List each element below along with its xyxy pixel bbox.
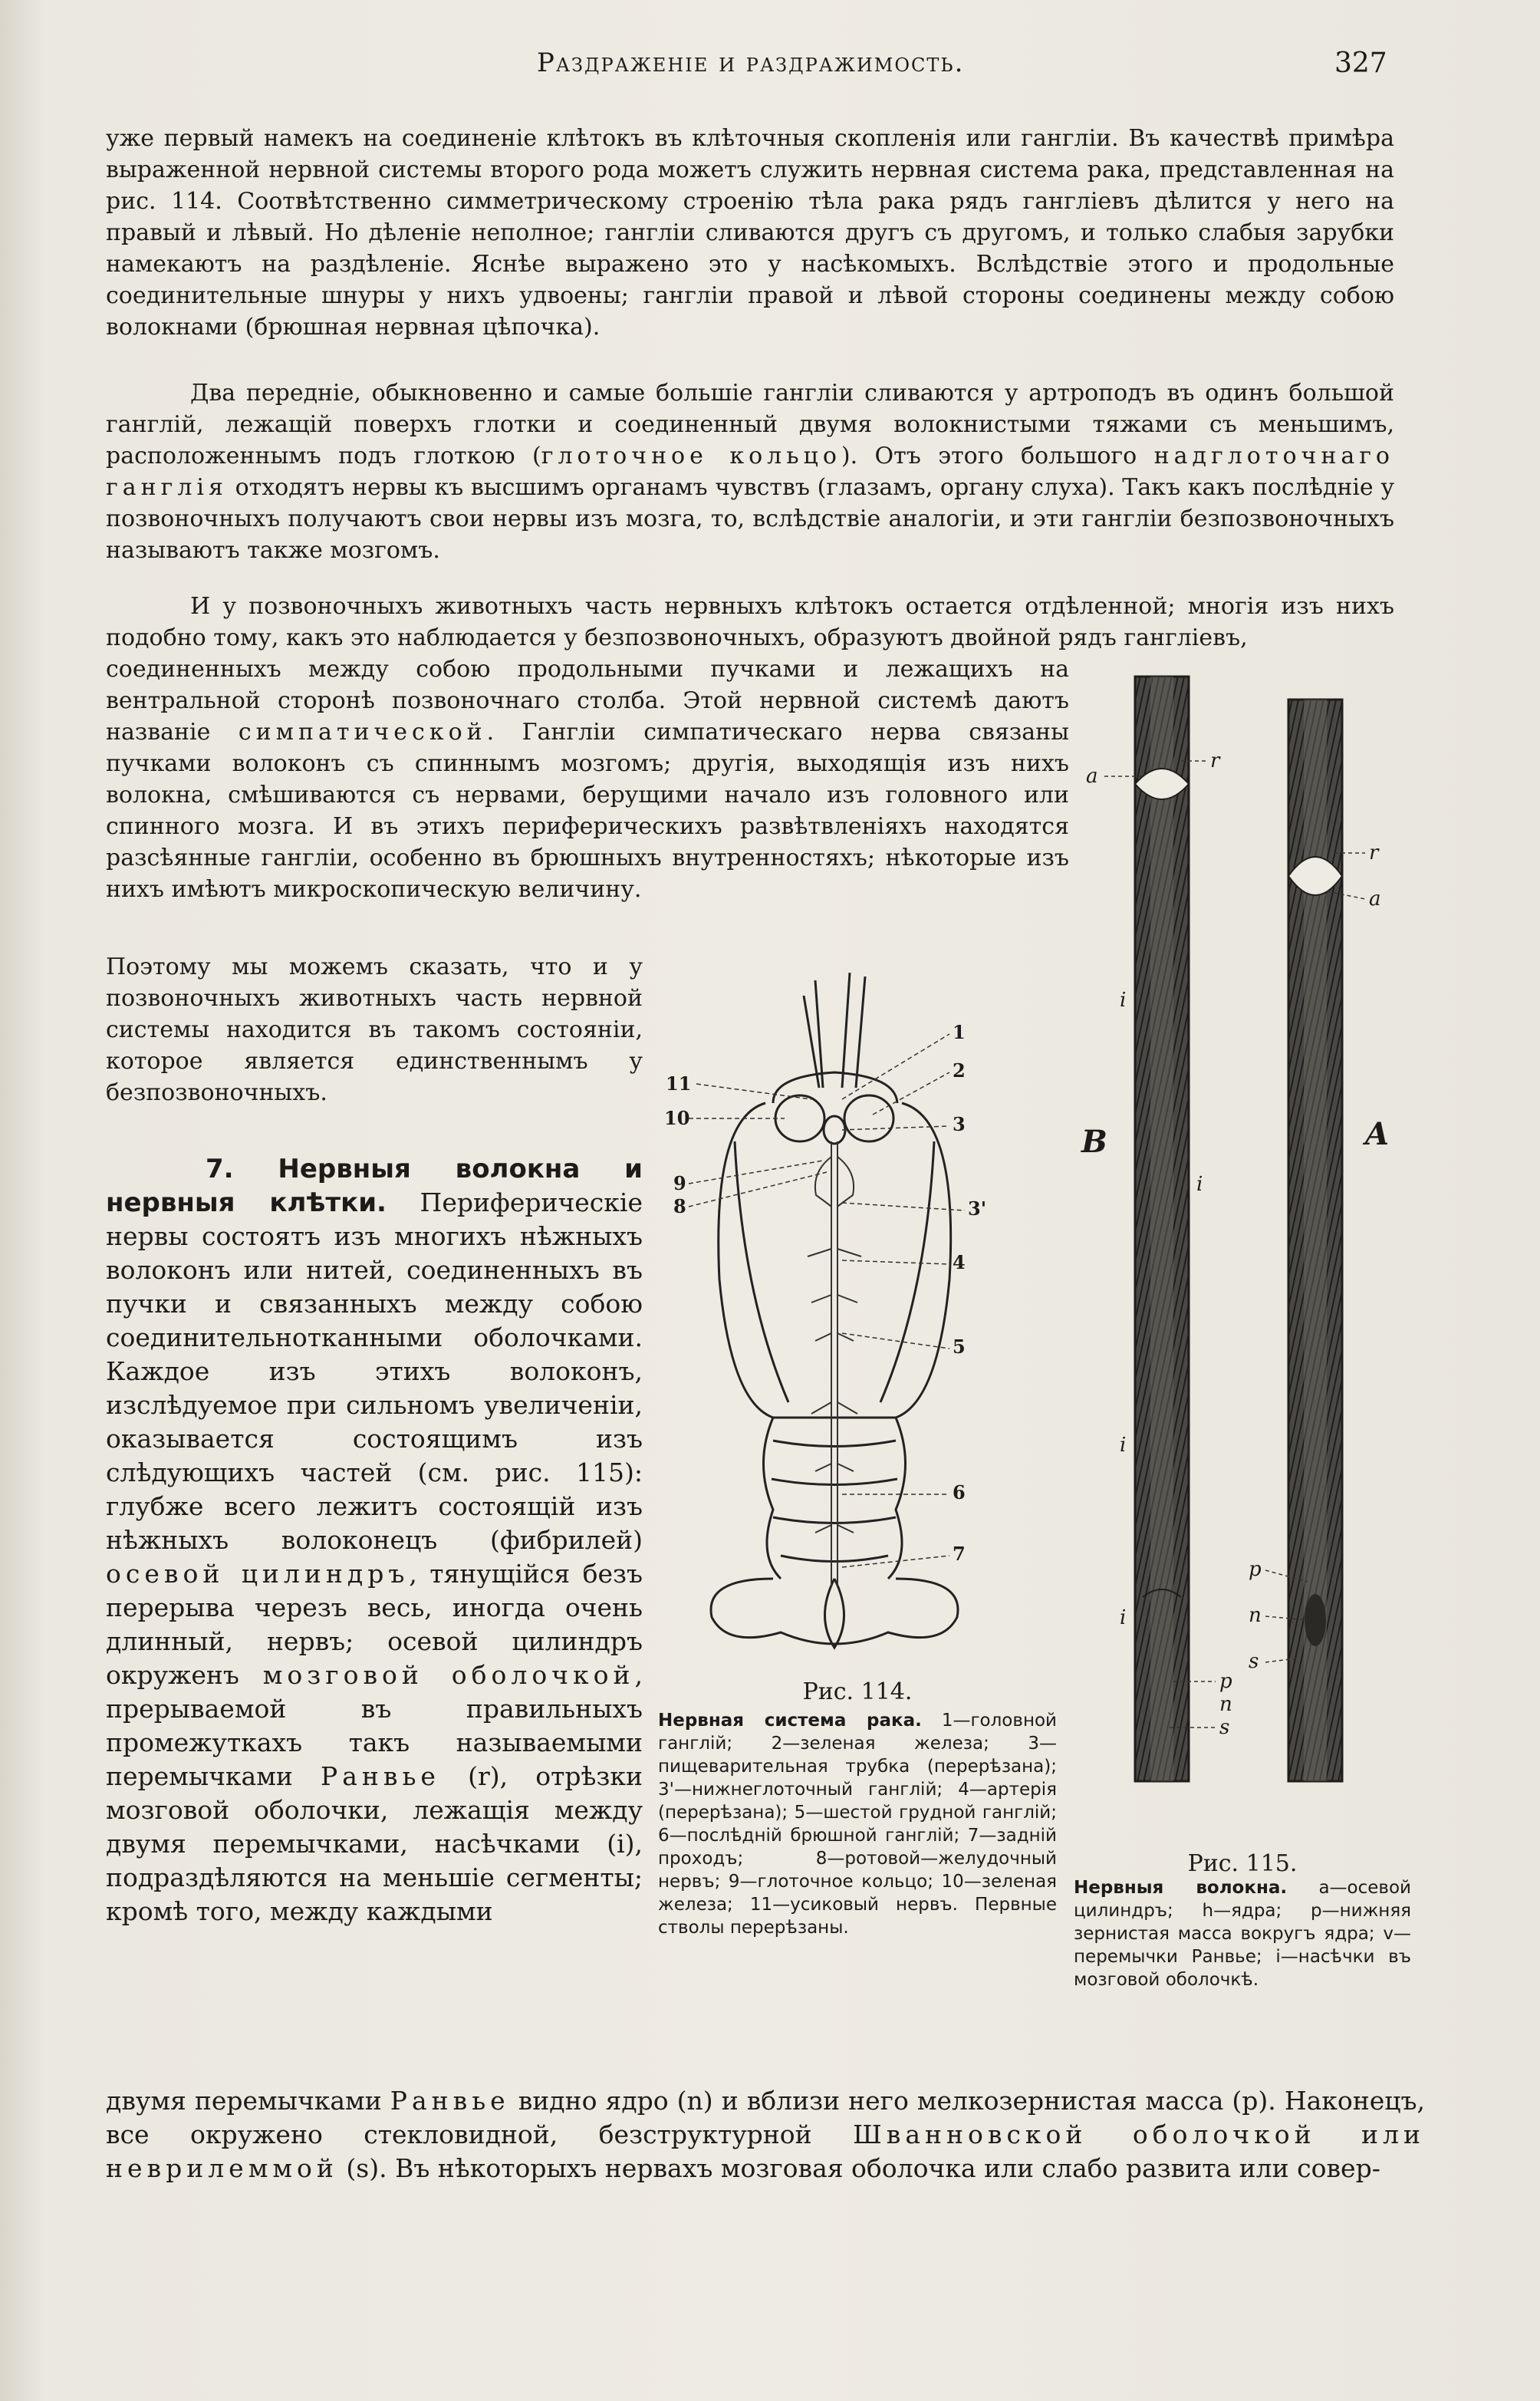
term-schwann-sheath: Шванновской оболочкой или неврилеммой <box>106 2119 1425 2183</box>
fig115-label-b: i <box>1120 1606 1127 1629</box>
paragraph-crustacean-ganglia: уже первый намекъ на соединеніе клѣтокъ въ клѣточныя скопленія или гангліи. Въ качествѣ примѣра выраженной нервной системы второго рода можетъ служить нервная система рака, представленная на рис. 114. Соотвѣтственно симметрическому строенію тѣла рака рядъ гангліевъ дѣлится у него на правый и лѣвый. Но дѣленіе неполное; гангліи сливаются другъ съ другомъ, и только слабыя зарубки намекаютъ на раздѣленіе. Яснѣе выражено это у насѣкомыхъ. Вслѣдствіе этого и продольные соединительные шнуры у нихъ удвоены; гангліи правой и лѣвой стороны соединены между собою волокнами (брюшная нервная цѣпочка). <box>106 125 1394 341</box>
text-run: отходятъ нервы къ высшимъ органамъ чувствъ (глазамъ, органу слуха). Такъ какъ послѣдніе у позвоночныхъ получаютъ свои нервы изъ мозга, то, вслѣдствіе аналогіи, и эти гангліи безпозвоночныхъ называютъ также мозгомъ. <box>106 474 1394 564</box>
fig114-label: 6 <box>953 1481 966 1504</box>
figure-115-nerve-fibers <box>1074 661 1411 1827</box>
term-axis-cylinder: осевой цилиндръ <box>106 1559 410 1589</box>
fig114-label: 5 <box>953 1336 966 1358</box>
paragraph-vertebrate-conclusion: Поэтому мы можемъ сказать, что и у позвоночныхъ животныхъ часть нервной системы находится въ такомъ состояніи, которое является единственнымъ у безпозвоночныхъ. <box>106 953 643 1106</box>
section-nerve-fibers <box>106 1152 643 1928</box>
fig115-label-a: s <box>1249 1650 1259 1673</box>
fig115-label-b: a <box>1086 765 1098 788</box>
fig115-label-a: r <box>1369 842 1379 865</box>
fig114-label: 1 <box>953 1021 966 1043</box>
text-run: (s). Въ нѣкоторыхъ нервахъ мозговая оболочка или слабо развита или совер- <box>337 2153 1380 2183</box>
caption-name: Нервная система рака. <box>658 1711 922 1731</box>
fig115-label-a: p <box>1249 1558 1262 1581</box>
text-run: И у позвоночныхъ животныхъ часть нервныхъ клѣтокъ остается отдѣленной; многія изъ нихъ подобно тому, какъ это наблюдается у безпозвоночныхъ, образуютъ двойной рядъ гангліевъ, <box>106 593 1394 651</box>
term-ranvier: Ранвье <box>390 2086 510 2116</box>
text-run: ). Отъ этого большого <box>841 443 1154 469</box>
text-run: соединенныхъ между собою продольными пучками и лежащихъ на вентральной сторонѣ позвоночнаго столба. Этой нервной системѣ даютъ названіе <box>106 656 1069 746</box>
panel-label-a: A <box>1365 1116 1390 1152</box>
fig115-label-a: a <box>1369 888 1381 911</box>
fig115-label-b: i <box>1196 1173 1203 1196</box>
term-supraesophageal-ganglion: надглоточнаго ганглія <box>106 443 1394 501</box>
term-myelin-sheath: мозговой оболочкой <box>262 1660 635 1690</box>
term-ranvier: Ранвье <box>321 1761 440 1791</box>
figure-115-caption <box>1074 1876 1411 1991</box>
fig114-label: 8 <box>673 1195 686 1217</box>
fig114-label: 3' <box>968 1197 987 1220</box>
nucleus <box>1305 1594 1326 1646</box>
fig114-label: 4 <box>953 1251 966 1273</box>
paragraph-pharyngeal-ring <box>106 377 1394 566</box>
text-run: видно ядро (n) и вблизи него мелкозернистая масса (p). Наконецъ, все окружено стекловидной, безструктурной <box>106 2086 1425 2149</box>
term-pharyngeal-ring: глоточное кольцо <box>541 443 841 469</box>
fig114-label: 7 <box>953 1543 966 1565</box>
fig115-label-a: n <box>1249 1604 1262 1627</box>
fig114-label: 3 <box>953 1113 966 1135</box>
fig115-label-b: p <box>1219 1670 1232 1693</box>
text-run: Два передніе, обыкновенно и самые большіе гангліи сливаются у артроподъ въ одинъ большой ганглій, лежащій поверхъ глотки и соединенный двумя волокнистыми тяжами съ меньшимъ, расположеннымъ подъ глоткою ( <box>106 380 1394 469</box>
text-run: , тянущійся безъ перерыва черезъ весь, иногда очень длинный, нервъ; осевой цилиндръ окруженъ <box>106 1559 643 1690</box>
fig114-label: 11 <box>666 1072 692 1095</box>
fiber-b <box>1135 677 1189 1781</box>
fig115-label-b: s <box>1219 1716 1230 1739</box>
caption-text: 1—головной ганглій; 2—зеленая железа; 3—пищеварительная трубка (перерѣзана); 3'—нижнеглоточный ганглій; 4—артерія (перерѣзана); 5—шестой грудной ганглій; 6—послѣдній брюшной ганглій; 7—заднiй проходъ; 8—ротовой—желудочный нервъ; 9—глоточное кольцо; 10—зеленая железа; 11—усиковый нервъ. Первные стволы перерѣзаны. <box>658 1711 1057 1938</box>
fig114-label: 2 <box>953 1059 966 1082</box>
fig115-label-b: i <box>1120 1434 1127 1457</box>
figure-114-crayfish-nervous-system <box>658 973 1057 1663</box>
caption-name: Нервныя волокна. <box>1074 1878 1288 1898</box>
fig115-label-b: r <box>1210 749 1220 772</box>
fig115-label-b: n <box>1219 1693 1232 1716</box>
paragraph-sympathetic-system <box>106 654 1069 905</box>
paragraph-schwann-sheath <box>106 2084 1425 2185</box>
text-run: двумя перемычками <box>106 2086 390 2116</box>
nerve-cord <box>808 1141 861 1586</box>
figure-115-title: Рис. 115. <box>1187 1850 1298 1877</box>
term-sympathetic: симпатической <box>238 719 487 746</box>
fig115-label-b: i <box>1120 989 1127 1012</box>
leader-lines <box>689 1034 965 1567</box>
running-header: Раздраженіе и раздражимость. <box>537 48 965 78</box>
paragraph-vertebrate-ganglia <box>106 591 1394 654</box>
fig114-label: 9 <box>673 1172 686 1194</box>
section-heading: 7. Нервныя волокна и нервныя клѣтки. <box>106 1154 643 1218</box>
figure-114-caption <box>658 1709 1057 1939</box>
panel-label-b: B <box>1081 1124 1107 1160</box>
text-run: (r), отрѣзки мозговой оболочки, лежащія между двумя перемычками, насѣчками (i), подраздѣляются на меньшіе сегменты; кромѣ того, между каждыми <box>106 1761 643 1926</box>
caption-text: a—осевой цилиндръ; h—ядра; p—нижняя зернистая масса вокругъ ядра; v—перемычки Ранвье; i—насѣчки въ мозговой оболочкѣ. <box>1074 1878 1411 1990</box>
page-number: 327 <box>1334 48 1387 79</box>
text-run: , прерываемой въ правильныхъ промежуткахъ такъ называемыми перемычками <box>106 1660 643 1791</box>
fig114-label: 10 <box>664 1107 690 1129</box>
crayfish-outline <box>711 973 958 1648</box>
text-run: . Гангліи симпатическаго нерва связаны пучками волоконъ съ спиннымъ мозгомъ; другія, выходящія изъ нихъ волокна, смѣшиваются съ нервами, берущими начало изъ головного или спинного мозга. И въ этихъ периферическихъ развѣтвленіяхъ находятся разсѣянные гангліи, особенно въ брюшныхъ внутренностяхъ; нѣкоторые изъ нихъ имѣютъ микроскопическую величину. <box>106 719 1069 903</box>
figure-114-title: Рис. 114. <box>802 1678 913 1705</box>
text-run: Периферическіе нервы состоятъ изъ многихъ нѣжныхъ волоконъ или нитей, соединенныхъ въ пучки и связанныхъ между собою соединительнотканными оболочками. Каждое изъ этихъ волоконъ, изслѣдуемое при сильномъ увеличеніи, оказывается состоящимъ изъ слѣдующихъ частей (см. рис. 115): глубже всего лежитъ состоящій изъ нѣжныхъ волоконецъ (фибрилей) <box>106 1187 643 1555</box>
